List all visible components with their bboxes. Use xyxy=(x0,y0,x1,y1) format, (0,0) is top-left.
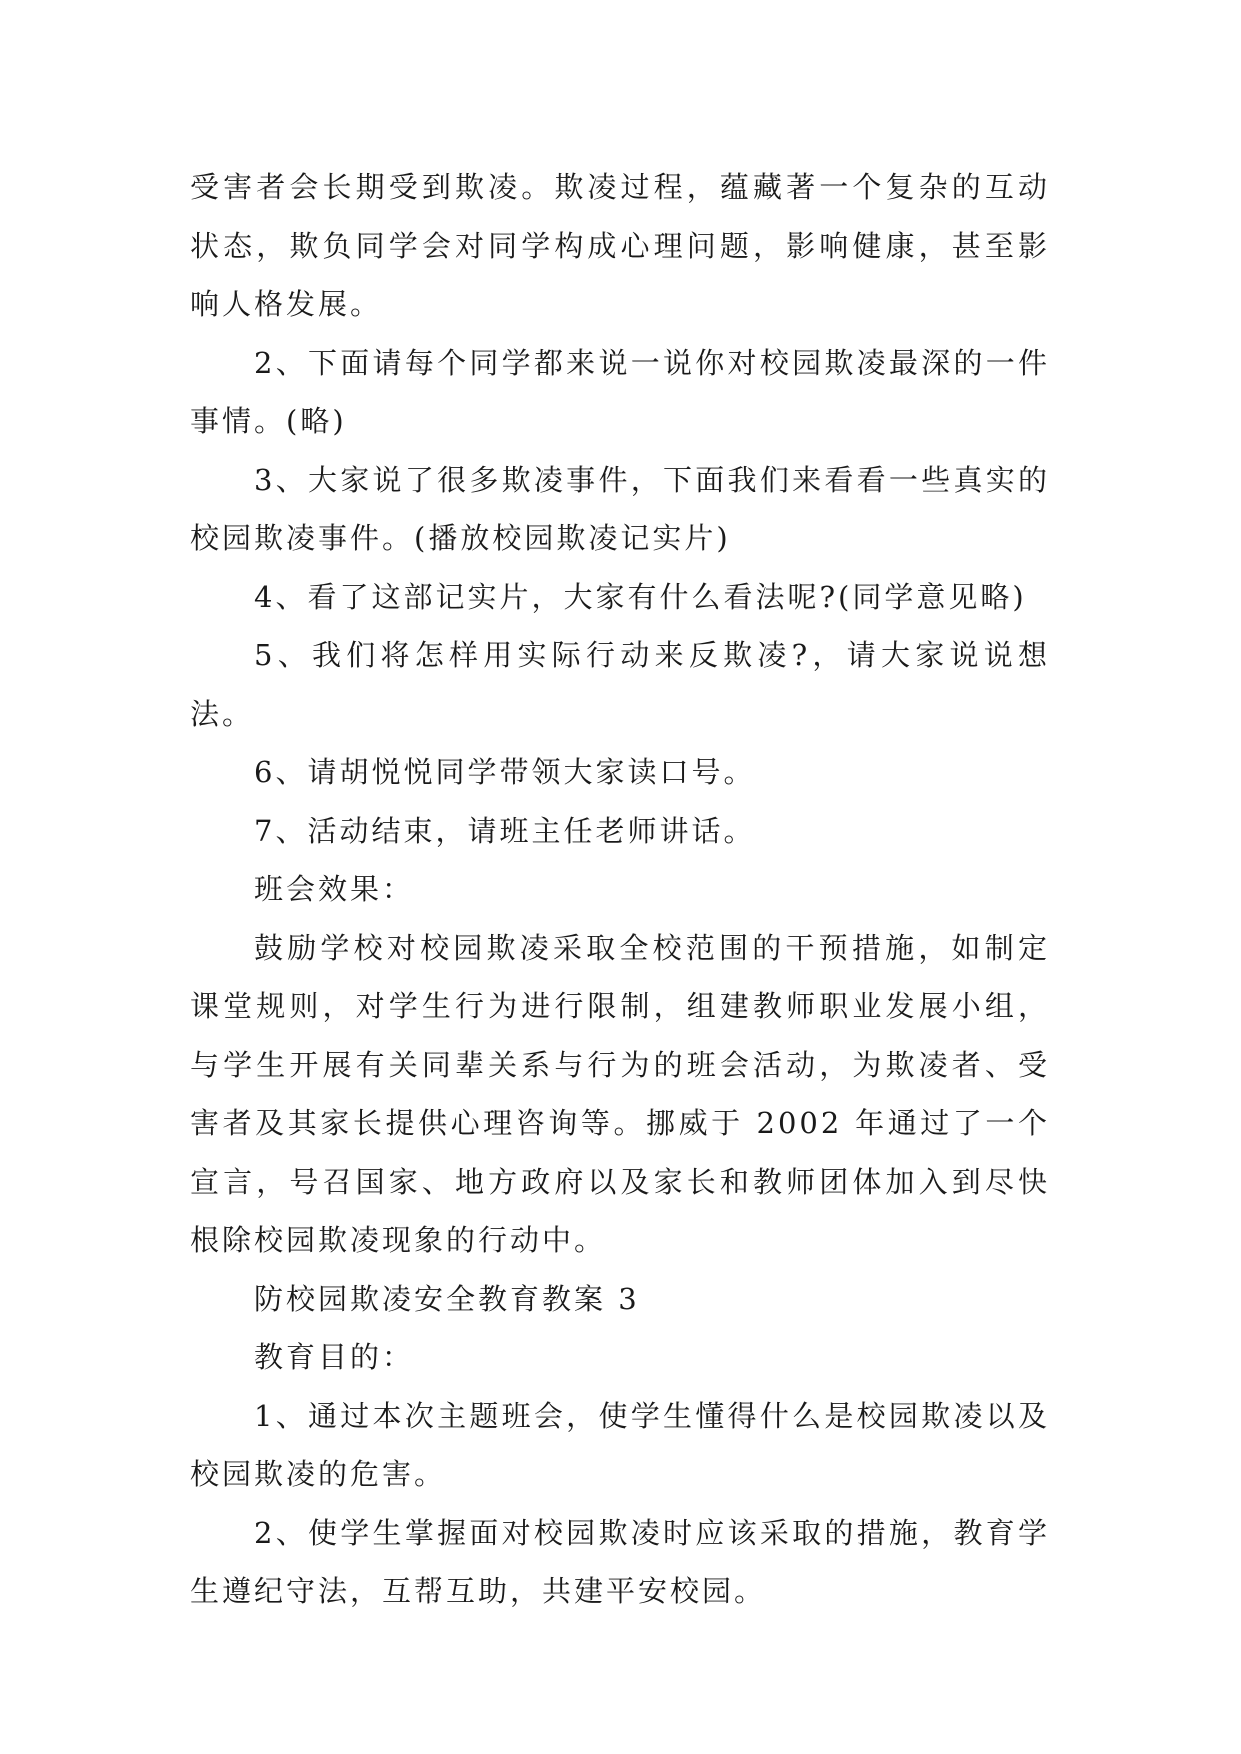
paragraph-step-6: 6、请胡悦悦同学带领大家读口号。 xyxy=(254,755,756,789)
paragraph-goal-1: 1、通过本次主题班会，使学生懂得什么是校园欺凌以及校园欺凌的危害。 xyxy=(190,1398,1050,1491)
section-heading-effect: 班会效果： xyxy=(254,872,415,906)
paragraph-goal-2: 2、使学生掌握面对校园欺凌时应该采取的措施，教育学生遵纪守法，互帮互助，共建平安校园。 xyxy=(190,1515,1050,1608)
paragraph-step-7: 7、活动结束，请班主任老师讲话。 xyxy=(254,813,756,848)
paragraph-step-5: 5、我们将怎样用实际行动来反欺凌?，请大家说说想法。 xyxy=(190,638,1050,731)
section-heading-goals: 教育目的： xyxy=(254,1340,415,1374)
paragraph-step-4: 4、看了这部记实片，大家有什么看法呢?(同学意见略) xyxy=(254,579,1027,614)
paragraph-step-2: 2、下面请每个同学都来说一说你对校园欺凌最深的一件事情。(略) xyxy=(190,345,1050,438)
paragraph-continuation: 受害者会长期受到欺凌。欺凌过程，蕴藏著一个复杂的互动状态，欺负同学会对同学构成心理问题，影响健康，甚至影响人格发展。 xyxy=(190,170,1050,321)
paragraph-effect-body: 鼓励学校对校园欺凌采取全校范围的干预措施，如制定课堂规则，对学生行为进行限制，组建教师职业发展小组，与学生开展有关同辈关系与行为的班会活动，为欺凌者、受害者及其家长提供心理咨询等。挪威于 2002 年通过了一个宣言，号召国家、地方政府以及家长和教师团体加入到尽快根除校园欺凌现象的行动中。 xyxy=(190,930,1050,1257)
section-title-lesson-3: 防校园欺凌安全教育教案 3 xyxy=(254,1281,640,1316)
document-body xyxy=(190,158,1050,1621)
paragraph-step-3: 3、大家说了很多欺凌事件，下面我们来看看一些真实的校园欺凌事件。(播放校园欺凌记实片) xyxy=(190,462,1050,555)
